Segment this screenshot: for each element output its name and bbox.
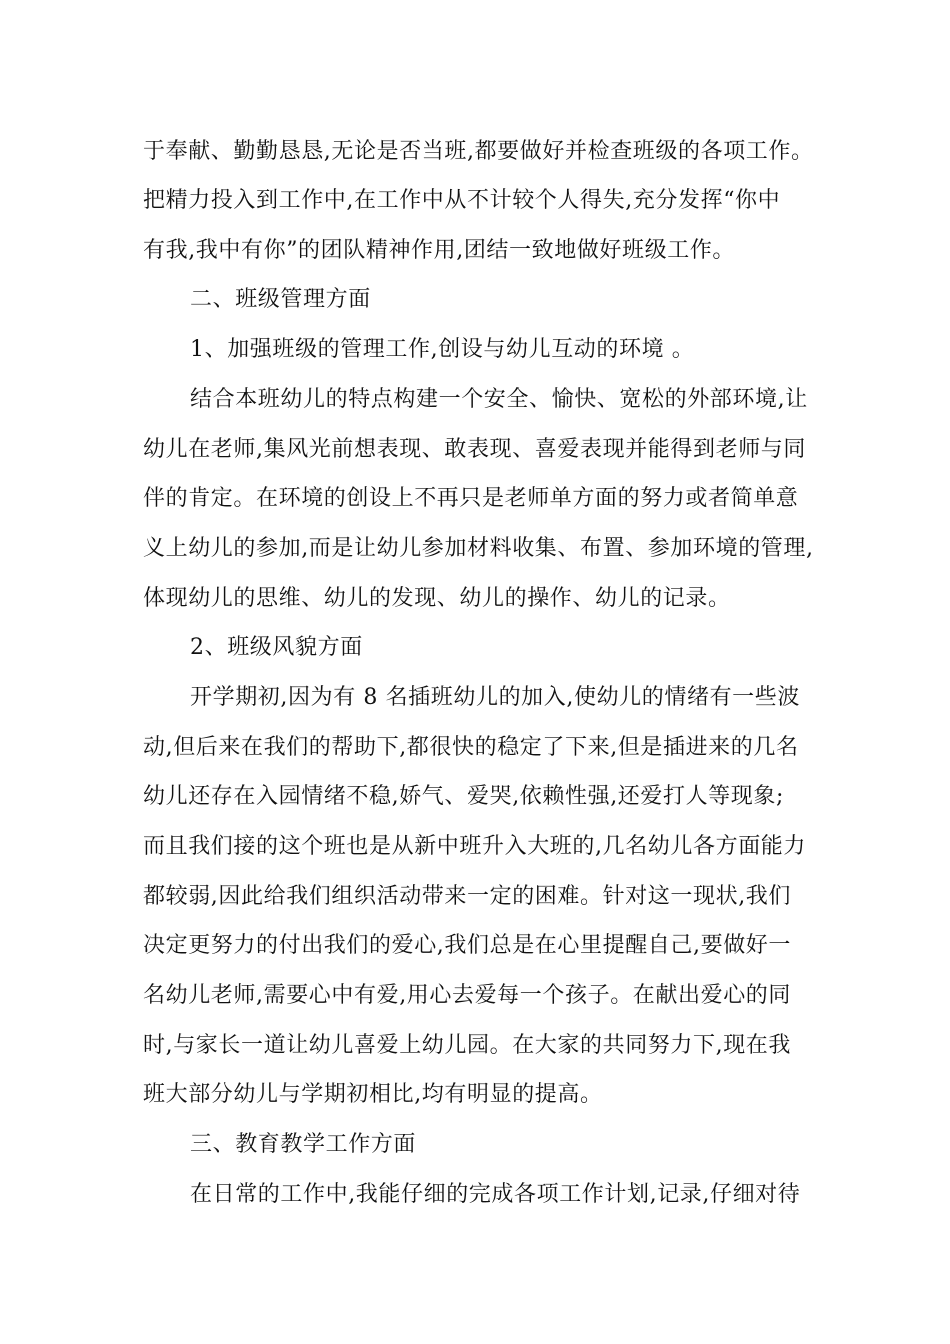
text-line: 幼儿还存在入园情绪不稳,娇气、爱哭,依赖性强,还爱打人等现象; — [143, 784, 784, 809]
text-line: 动,但后来在我们的帮助下,都很快的稳定了下来,但是插进来的几名 — [143, 735, 799, 760]
text-line: 开学期初,因为有 8 名插班幼儿的加入,使幼儿的情绪有一些波 — [190, 685, 800, 710]
subsection-heading: 2、班级风貌方面 — [190, 635, 363, 660]
text-line: 把精力投入到工作中,在工作中从不计较个人得失,充分发挥“你中 — [143, 188, 781, 213]
subsection-heading: 1、加强班级的管理工作,创设与幼儿互动的环境 。 — [190, 337, 695, 362]
section-heading: 三、教育教学工作方面 — [190, 1132, 417, 1157]
text-line: 体现幼儿的思维、幼儿的发现、幼儿的操作、幼儿的记录。 — [143, 586, 731, 611]
text-line: 时,与家长一道让幼儿喜爱上幼儿园。在大家的共同努力下,现在我 — [143, 1033, 791, 1058]
text-line: 都较弱,因此给我们组织活动带来一定的困难。针对这一现状,我们 — [143, 884, 791, 909]
text-line: 在日常的工作中,我能仔细的完成各项工作计划,记录,仔细对待 — [190, 1182, 801, 1207]
text-line: 班大部分幼儿与学期初相比,均有明显的提高。 — [143, 1082, 603, 1107]
text-line: 义上幼儿的参加,而是让幼儿参加材料收集、布置、参加环境的管理, — [143, 536, 814, 561]
text-line: 伴的肯定。在环境的创设上不再只是老师单方面的努力或者简单意 — [143, 486, 799, 511]
section-heading: 二、班级管理方面 — [190, 287, 371, 312]
text-line: 有我,我中有你”的团队精神作用,团结一致地做好班级工作。 — [143, 238, 736, 263]
text-line: 幼儿在老师,集风光前想表现、敢表现、喜爱表现并能得到老师与同 — [143, 437, 806, 462]
text-line: 名幼儿老师,需要心中有爱,用心去爱每一个孩子。在献出爱心的同 — [143, 983, 791, 1008]
text-line: 决定更努力的付出我们的爱心,我们总是在心里提醒自己,要做好一 — [143, 933, 791, 958]
text-line: 于奉献、勤勤恳恳,无论是否当班,都要做好并检查班级的各项工作。 — [143, 139, 814, 164]
text-line: 而且我们接的这个班也是从新中班升入大班的,几名幼儿各方面能力 — [143, 834, 806, 859]
text-line: 结合本班幼儿的特点构建一个安全、愉快、宽松的外部环境,让 — [190, 387, 808, 412]
